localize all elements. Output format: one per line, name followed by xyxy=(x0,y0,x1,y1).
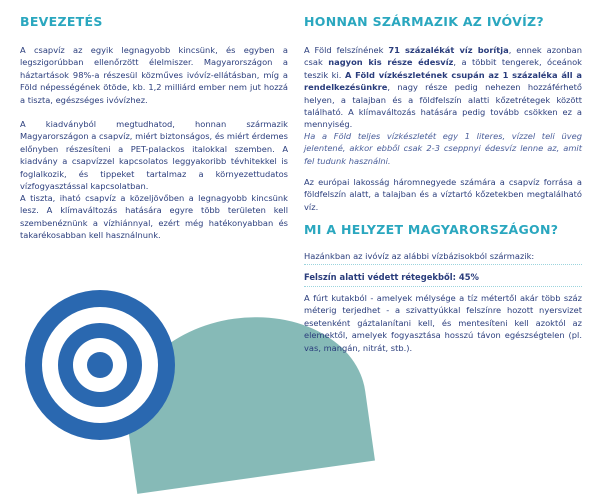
origin-paragraph-3: Az európai lakosság háromnegyede számára a csapvíz forrása a földfelszín alatt, a talajban és a víztartó kőzetekben megtalálható víz. xyxy=(304,177,582,212)
origin-text-g: , nagy része pedig nehezen hozzáférhető helyen, a talajban és a földfelszín alatti kőzetrétegek között található. A klímaváltozás hatására pedig tovább csökken ez a mennyiség. xyxy=(304,82,582,130)
hungary-heading: MI A HELYZET MAGYARORSZÁGON? xyxy=(304,222,559,237)
groundwater-subheading: Felszín alatti védett rétegekből: 45% xyxy=(304,272,479,282)
origin-text-e: , a többit tengerek, óceánok teszik ki. xyxy=(304,57,582,80)
dotted-separator-2 xyxy=(304,286,582,288)
origin-text-a: A Föld felszínének xyxy=(304,45,389,55)
water-target-icon xyxy=(25,290,175,440)
origin-text-c: , ennek azonban csak xyxy=(304,45,583,68)
origin-text-f: A Föld vízkészletének csupán az 1 százaléka áll a rendelkezésünkre xyxy=(304,69,582,93)
origin-text-b: 71 százalékát víz borítja xyxy=(388,45,509,55)
intro-paragraph-2: A kiadványból megtudhatod, honnan származik Magyarországon a csapvíz, miért biztonságos, és miért érdemes előnyben részesíteni a PET-palackos italokkal szemben. A kiadvány a csapvízzel kapcsolatos leggyakoribb tévhitekkel is foglalkozik, és tippeket tartalmaz a környezettudatos vízfogyasztással kapcsolatban. xyxy=(20,119,288,192)
hungary-paragraph-2: A fúrt kutakból - amelyek mélysége a tíz métertől akár több száz méterig terjedhet - a szivattyúkkal felszínre hozott nyersvizet esetenként gáztalanítani kell, és mentesíteni kell azoktól az elemektől, amelyek fogyasztása hosszú távon egészségtelen (pl. vas, mangán, nitrát, stb.). xyxy=(304,293,582,353)
dotted-separator-1 xyxy=(304,264,582,266)
origin-paragraph-2: Ha a Föld teljes vízkészletét egy 1 literes, vízzel teli üveg jelentené, akkor ebből csak 2-3 cseppnyi édesvíz lenne az, amit fel tudunk használni. xyxy=(304,131,582,166)
origin-heading: HONNAN SZÁRMAZIK AZ IVÓVÍZ? xyxy=(304,14,544,29)
intro-heading: BEVEZETÉS xyxy=(20,14,103,29)
origin-paragraph-1 xyxy=(304,44,582,131)
intro-paragraph-3: A tiszta, iható csapvíz a közeljövőben a legnagyobb kincsünk lesz. A klímaváltozás hatására egyre több területen kell szembenéznünk a vízhiánnyal, ezért még hatékonyabban és takarékosabban kell használnunk. xyxy=(20,193,288,241)
hungary-paragraph-1: Hazánkban az ivóvíz az alábbi vízbázisokból származik: xyxy=(304,251,535,261)
intro-paragraph-1: A csapvíz az egyik legnagyobb kincsünk, és egyben a legszigorúbban ellenőrzött élelmiszer. Magyarországon a háztartások 98%-a részesül közműves ivóvíz-ellátásban, míg a Föld népességének ötöde, kb. 1,2 milliárd ember nem jut hozzá a tiszta, egészséges ivóvízhez. xyxy=(20,45,288,105)
origin-text-d: nagyon kis része édesvíz xyxy=(328,57,454,68)
